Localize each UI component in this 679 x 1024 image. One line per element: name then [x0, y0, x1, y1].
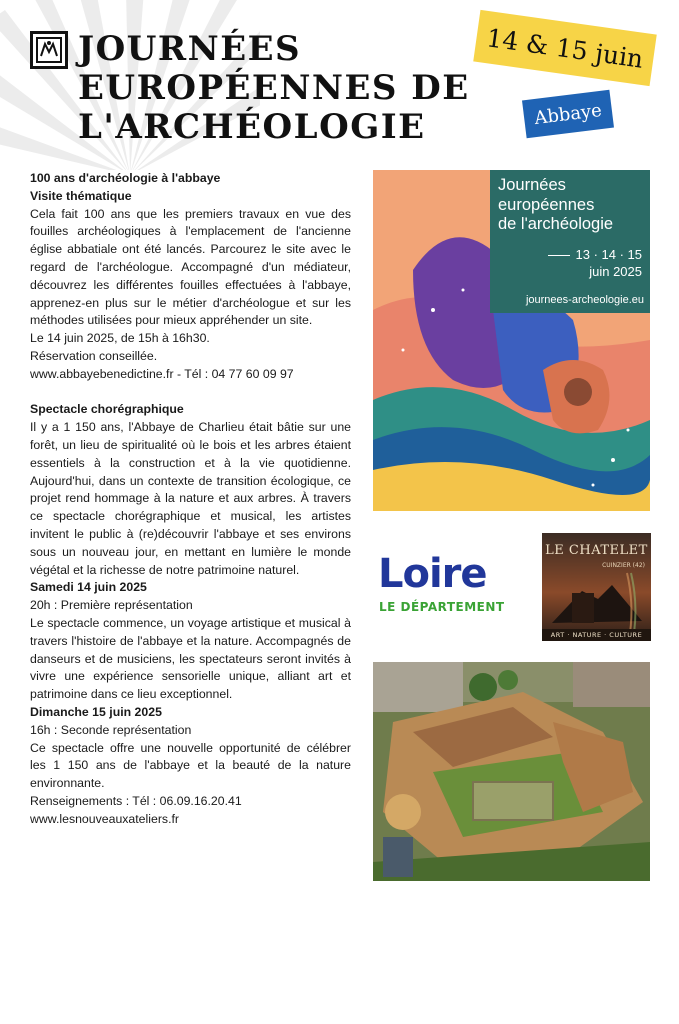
day1-text: Le spectacle commence, un voyage artistique et musical à travers l'histoire de l'abbaye et la nature. Accompagnés de danseurs et de musiciens, les spectateurs seront invités à vivre une expérience sensorielle unique, alliant art et patrimoine dans ce lieu exceptionnel.: [30, 615, 351, 702]
poster-title-2: européennes: [498, 195, 595, 214]
section1-contact: www.abbayebenedictine.fr - Tél : 04 77 60 09 97: [30, 366, 294, 381]
poster-title-1: Journées: [498, 176, 566, 194]
day2-time: 16h : Seconde représentation: [30, 722, 192, 737]
section1-title: 100 ans d'archéologie à l'abbaye: [30, 171, 221, 185]
date-badge: 14 & 15 juin: [473, 10, 657, 86]
title-line-3: L'ARCHÉOLOGIE: [78, 107, 426, 147]
abbey-crest-icon: [30, 31, 68, 69]
chatelet-logo: [542, 533, 651, 641]
article-body: [30, 170, 351, 828]
chatelet-tagline: ART · NATURE · CULTURE: [550, 631, 643, 639]
website-line: www.lesnouveauxateliers.fr: [30, 811, 179, 826]
poster-title-box: [490, 170, 650, 313]
day1-title: Samedi 14 juin 2025: [30, 580, 147, 595]
section1-booking: Réservation conseillée.: [30, 348, 158, 363]
day2-text: Ce spectacle offre une nouvelle opportunité de célébrer les 1 150 ans de l'abbaye et la beauté de la nature environnante.: [30, 740, 351, 791]
day2-title: Dimanche 15 juin 2025: [30, 704, 162, 719]
poster-url: journees-archeologie.eu: [525, 294, 644, 306]
section2-text: Il y a 1 150 ans, l'Abbaye de Charlieu était bâtie sur une forêt, un lieu de spiritualité où le bois et les arbres étaient essentiels à la construction et à la vie quotidienne. Aujourd'hui, dans un contexte de transition écologique, ce projet rend hommage à la nature et aux arbres. À travers ce spectacle chorégraphique et musical, les artistes invitent le public à (re)découvrir l'abbaye et ses environs sous un nouveau jour, en mettant en lumière le monde végétal et la richesse de notre patrimoine naturel.: [30, 420, 351, 577]
place-badge: Abbaye: [522, 90, 614, 138]
chatelet-subtitle: CUINZIER (42): [602, 562, 645, 569]
poster-days: 13 · 14 · 15: [575, 247, 642, 262]
chatelet-title: LE CHATELET: [545, 543, 648, 558]
title-line-1: JOURNÉES: [78, 29, 302, 69]
section2-title: Spectacle chorégraphique: [30, 402, 184, 417]
info-line: Renseignements : Tél : 06.09.16.20.41: [30, 793, 242, 808]
day1-time: 20h : Première représentation: [30, 598, 193, 613]
poster-title-3: de l'archéologie: [498, 215, 614, 233]
abbey-aerial-photo: [373, 662, 650, 881]
page-title: [78, 30, 470, 147]
loire-logo: [378, 550, 528, 620]
loire-wordmark: Loire: [378, 551, 487, 597]
event-poster: [373, 170, 650, 511]
title-line-2: EUROPÉENNES DE: [78, 68, 470, 108]
section1-subtitle: Visite thématique: [30, 188, 132, 203]
loire-subtitle: LE DÉPARTEMENT: [379, 600, 505, 614]
section1-text: Cela fait 100 ans que les premiers travaux en vue des fouilles archéologiques à l'emplacement de l'ancienne église abbatiale ont été lancés. Parcourez le site avec le regard de l'archéologue. Accompagné d'un médiateur, découvrez les différentes fouilles effectuées à l'abbaye, apprenez-en plus sur le métier d'archéologue et sur les méthodes utilisées pour mieux appréhender un site.: [30, 206, 351, 328]
poster-month: juin 2025: [589, 264, 642, 279]
section1-when: Le 14 juin 2025, de 15h à 16h30.: [30, 331, 210, 346]
